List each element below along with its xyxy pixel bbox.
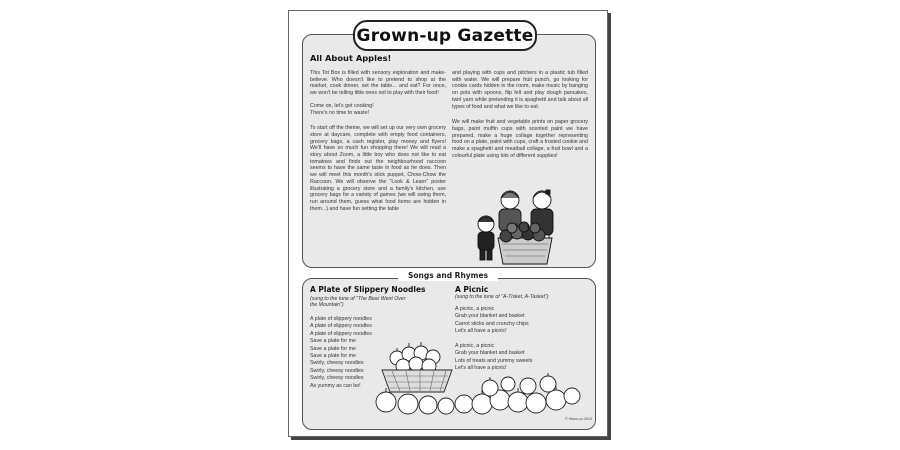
song-lyrics [310,316,372,390]
lyric-line: Save a plate for me [310,338,356,345]
lyric-line: A picnic, a picnic [455,306,495,312]
article-paragraph: We will make fruit and vegetable prints on paper grocery bags, paint muffin cups with scented paint we have prepared, make a huge collage together representing food on a plate, paint with cups, craft a frosted cookie and make a spaghetti and meatball collage, a fruit bowl and a colourful plate using lots of different supplies! [452,119,588,159]
lyric-line: Grab your blanket and basket [455,313,525,320]
article-column-left [310,70,446,218]
lyric-line: Lots of treats and yummy sweets [455,357,533,364]
article-paragraph: and playing with cups and pitchers in a plastic tub filled with water. We will prepare fruit punch, go looking for cookie cards hidden in the room, make music by banging on pots with spoons, flip felt and play dough pancakes, twirl yarn while pretending it is spaghetti and talk about all types of food and what we like to eat. [452,70,588,110]
lyric-line: A plate of slippery noodles [310,323,372,330]
song-title: A Picnic [455,285,489,294]
lyric-line: Swirly, cheesy noodles [310,360,364,367]
song-tune: (sung to the tune of "The Bear Went Over the Mountain") [310,296,406,309]
song-tune: (sung to the tune of "A-Tisket, A-Tasket") [455,294,549,300]
lyric-line: Swirly, cheesy noodles [310,367,364,374]
apple-pile-illustration [372,340,582,418]
lyric-line: As yummy as can be! [310,382,361,389]
lyric-line: Save a plate for me [310,345,356,352]
masthead-title: Grown-up Gazette [353,20,537,51]
lyric-line: A plate of slippery noodles [310,316,372,322]
article-paragraph: This Tot Box is filled with sensory exploration and make-believe. Who doesn't like to pretend to shop at the market, cook dinner, set the table... and eat? For once, we won't be telling little ones not to play with their food! [310,70,446,97]
lyric-line: A plate of slippery noodles [310,330,372,337]
article-heading: All About Apples! [310,53,392,63]
songs-heading: Songs and Rhymes [398,270,498,281]
lyric-line: Save a plate for me [310,353,356,360]
article-paragraph: To start off the theme, we will set up our very own grocery store at daycare, complete with empty food containers, grocery bags, a cash register, play money and flyers! We'll have so much fun shopping there! We will read a story about Zoom, a little boy who does not like to eat tomatoes and finds out the neighbourhood raccoon seems to have the same taste in food as he does. Then we will meet this month's stick puppet, Chow-Chow the Raccoon. We will observe the "Look & Learn" poster illustrating a grocery store and a family's kitchen, use grocery bags for a variety of games (we will swing them, run around them, guess what food items are hidden in them...) and have fun setting the table [310,125,446,212]
article-column-right [452,70,588,165]
lyric-line: Carrot sticks and crunchy chips [455,320,529,327]
lyric-line: Let's all have a picnic! [455,328,507,335]
article-paragraph: Come on, let's get cooking! There's no time to waste! [310,102,374,116]
copyright-notice: © Hibou-co 2015 [565,417,593,421]
lyric-line: Let's all have a picnic! [455,365,507,372]
children-apple-basket-illustration [472,186,582,268]
song-title: A Plate of Slippery Noodles [310,285,426,294]
lyric-line: A picnic, a picnic [455,343,495,349]
song-lyrics [455,306,529,336]
lyric-line: Swirly, cheesy noodles [310,375,364,382]
lyric-line: Grab your blanket and basket [455,350,525,357]
